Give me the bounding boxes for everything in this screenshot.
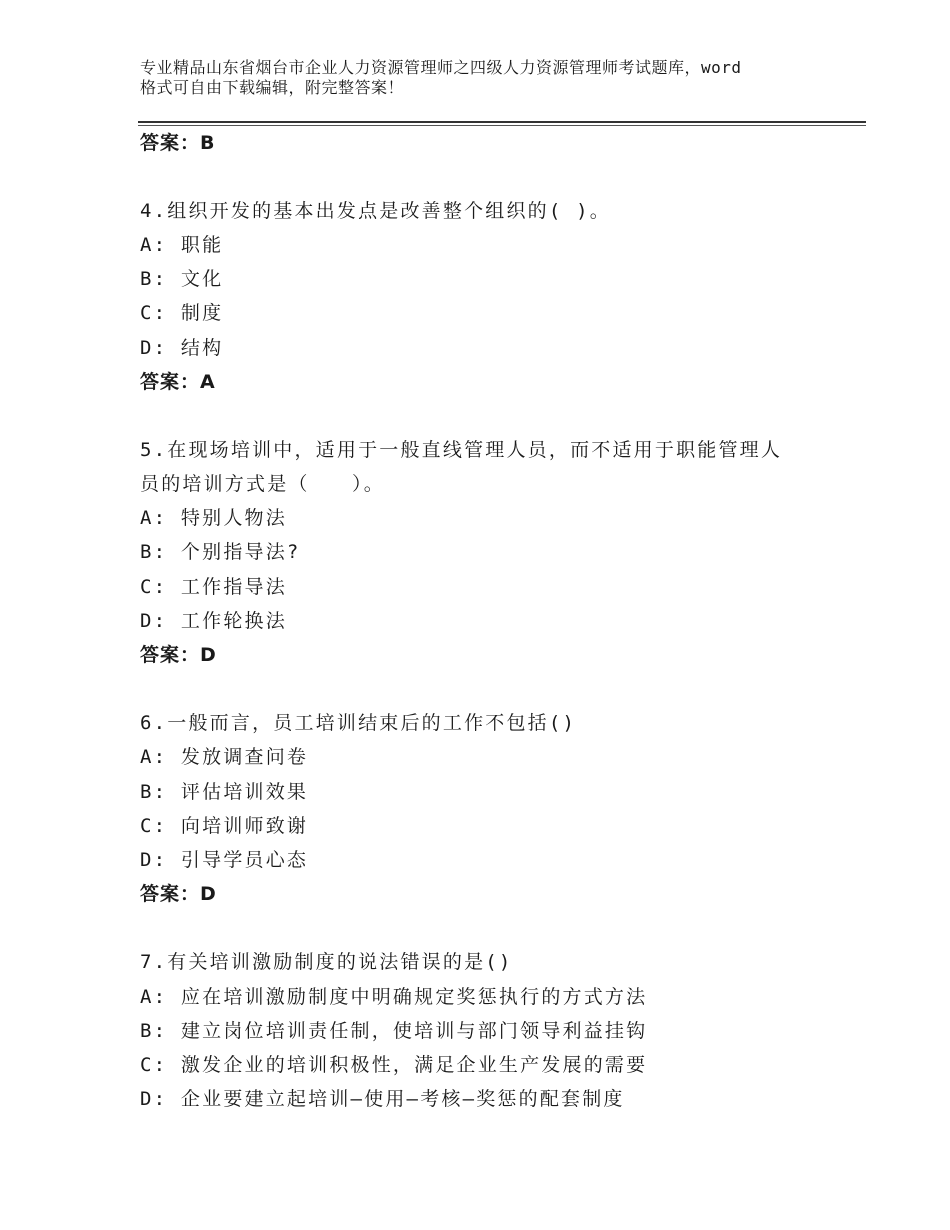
question-7-option-a: A: 应在培训激励制度中明确规定奖惩执行的方式方法 — [140, 986, 648, 1008]
document-header — [140, 58, 840, 98]
header-line-1: 专业精品山东省烟台市企业人力资源管理师之四级人力资源管理师考试题库，word — [140, 58, 742, 77]
question-5-option-d: D: 工作轮换法 — [140, 610, 287, 632]
previous-answer: 答案：B — [140, 132, 216, 154]
question-5-option-a: A: 特别人物法 — [140, 507, 287, 529]
question-7-option-c: C: 激发企业的培训积极性，满足企业生产发展的需要 — [140, 1054, 648, 1076]
question-4-option-b: B: 文化 — [140, 268, 224, 290]
question-7-option-d: D: 企业要建立起培训—使用—考核—奖惩的配套制度 — [140, 1088, 625, 1110]
header-rule-thin — [138, 125, 866, 126]
question-5-option-c: C: 工作指导法 — [140, 576, 287, 598]
question-5-option-b: B: 个别指导法? — [140, 541, 301, 563]
header-rule-thick — [138, 121, 866, 123]
question-6-option-d: D: 引导学员心态 — [140, 849, 309, 871]
question-5-answer: 答案：D — [140, 644, 217, 666]
header-line-2: 格式可自由下载编辑，附完整答案！ — [140, 78, 405, 97]
question-4-option-a: A: 职能 — [140, 234, 224, 256]
question-4-option-c: C: 制度 — [140, 302, 224, 324]
question-4-answer: 答案：A — [140, 371, 216, 393]
question-5-stem-line-2: 员的培训方式是（ ）。 — [140, 473, 385, 495]
question-6-option-a: A: 发放调查问卷 — [140, 746, 309, 768]
question-6-answer: 答案：D — [140, 883, 217, 905]
question-6-option-b: B: 评估培训效果 — [140, 781, 309, 803]
question-5-stem-line-1: 5.在现场培训中，适用于一般直线管理人员，而不适用于职能管理人 — [140, 439, 783, 461]
question-4-stem: 4.组织开发的基本出发点是改善整个组织的( )。 — [140, 200, 611, 222]
question-4-option-d: D: 结构 — [140, 337, 224, 359]
question-7-option-b: B: 建立岗位培训责任制，使培训与部门领导利益挂钩 — [140, 1020, 648, 1042]
question-6-stem: 6.一般而言，员工培训结束后的工作不包括() — [140, 712, 577, 734]
question-7-stem: 7.有关培训激励制度的说法错误的是() — [140, 951, 513, 973]
question-6-option-c: C: 向培训师致谢 — [140, 815, 309, 837]
